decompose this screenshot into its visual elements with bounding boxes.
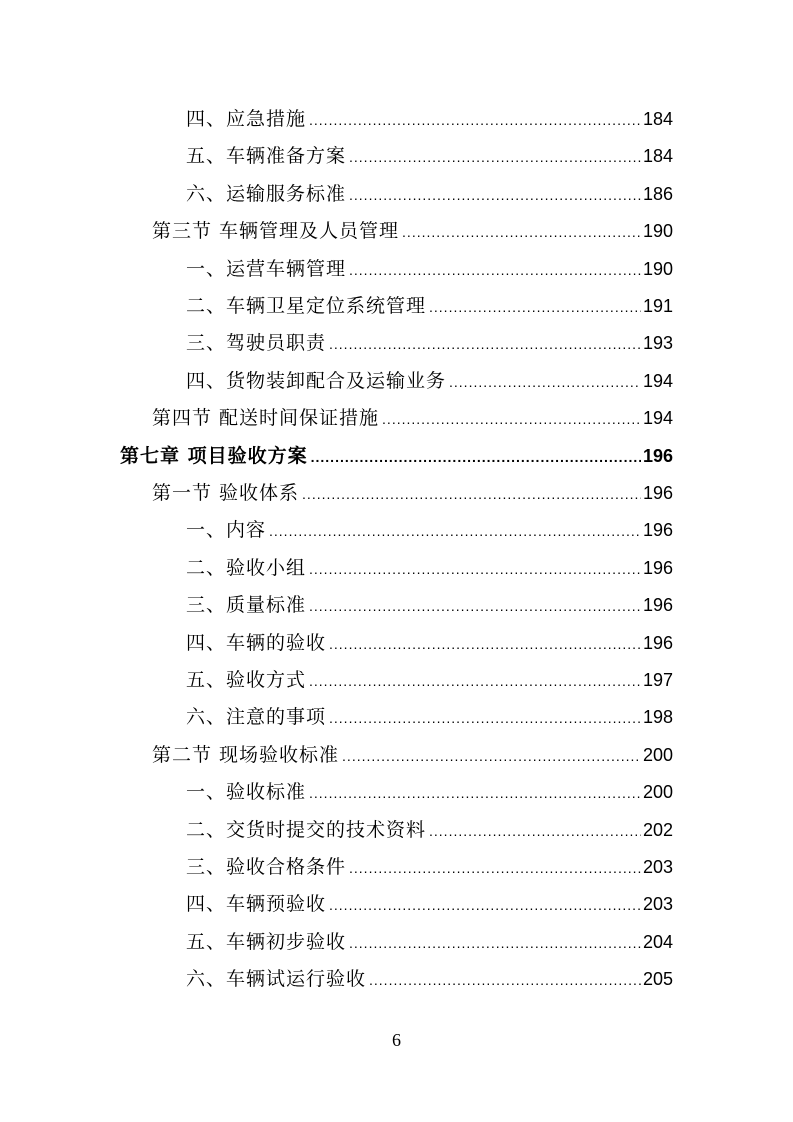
toc-subsection-entry[interactable] [186,101,673,138]
toc-entry-page: 184 [642,109,673,129]
toc-leader-dots [309,551,641,588]
toc-entry-page: 203 [642,894,673,915]
toc-entry-page: 196 [642,483,673,503]
toc-leader-dots [311,439,641,476]
toc-entry-title: 五、车辆准备方案 [186,145,347,168]
toc-subsection-entry[interactable] [186,961,673,998]
toc-leader-dots [302,476,641,513]
toc-entry-page: 200 [642,744,673,765]
toc-entry-title: 三、质量标准 [186,594,307,617]
toc-entry-page: 194 [642,370,673,391]
toc-subsection-entry[interactable] [186,886,673,923]
toc-entry-title: 第一节 验收体系 [152,482,300,504]
toc-leader-dots [329,326,641,363]
toc-leader-dots [342,738,641,775]
toc-subsection-entry[interactable] [186,924,673,961]
toc-subsection-entry[interactable] [186,550,673,587]
toc-leader-dots [369,962,641,999]
toc-entry-page: 197 [642,670,673,690]
toc-leader-dots [349,177,641,214]
toc-entry-title: 四、车辆预验收 [186,893,327,916]
toc-section-entry[interactable] [152,400,673,437]
toc-section-entry[interactable] [152,737,673,774]
toc-subsection-entry[interactable] [186,774,673,811]
toc-leader-dots [309,588,641,625]
toc-entry-page: 202 [642,819,673,840]
toc-entry-title: 三、驾驶员职责 [186,332,327,355]
toc-entry-page: 196 [642,445,673,466]
toc-entry-page: 190 [642,258,673,279]
toc-entry-page: 205 [642,969,673,990]
toc-entry-title: 二、车辆卫星定位系统管理 [186,295,427,317]
page-number: 6 [392,1030,401,1050]
toc-entry-page: 196 [642,632,673,653]
toc-chapter-entry[interactable] [120,438,673,475]
toc-leader-dots [402,214,641,251]
toc-section-entry[interactable] [152,213,673,250]
toc-entry-title: 四、货物装卸配合及运输业务 [186,369,447,392]
toc-entry-title: 第四节 配送时间保证措施 [152,407,380,430]
toc-entry-page: 200 [642,782,673,803]
toc-entry-title: 二、交货时提交的技术资料 [186,818,427,841]
toc-section-entry[interactable] [152,475,673,512]
toc-leader-dots [349,139,641,176]
toc-entry-page: 196 [642,595,673,616]
toc-entry-page: 203 [642,857,673,877]
toc-subsection-entry[interactable] [186,699,673,736]
toc-subsection-entry[interactable] [186,288,673,325]
toc-entry-title: 三、验收合格条件 [186,856,347,878]
toc-subsection-entry[interactable] [186,325,673,362]
toc-subsection-entry[interactable] [186,587,673,624]
toc-leader-dots [429,813,641,850]
toc-leader-dots [449,364,641,401]
toc-subsection-entry[interactable] [186,662,673,699]
toc-entry-title: 六、注意的事项 [186,706,327,729]
toc-entry-title: 一、验收标准 [186,781,307,804]
toc-leader-dots [349,850,641,887]
toc-entry-title: 六、车辆试运行验收 [186,968,367,991]
toc-entry-page: 186 [642,183,673,204]
toc-entry-title: 一、运营车辆管理 [186,257,347,280]
toc-entry-title: 五、车辆初步验收 [186,930,347,953]
toc-leader-dots [269,513,641,550]
toc-leader-dots [349,252,641,289]
toc-entry-title: 第二节 现场验收标准 [152,743,340,766]
toc-entry-title: 第三节 车辆管理及人员管理 [152,220,400,243]
toc-subsection-entry[interactable] [186,138,673,175]
toc-leader-dots [382,401,641,438]
toc-leader-dots [309,775,641,812]
toc-subsection-entry[interactable] [186,625,673,662]
toc-leader-dots [329,887,641,924]
toc-entry-page: 194 [642,408,673,429]
toc-entry-page: 204 [642,931,673,952]
toc-leader-dots [329,626,641,663]
toc-entry-title: 一、内容 [186,519,267,542]
toc-entry-page: 193 [642,333,673,354]
toc-subsection-entry[interactable] [186,812,673,849]
toc-entry-page: 184 [642,146,673,167]
toc-subsection-entry[interactable] [186,849,673,886]
toc-entry-page: 190 [642,221,673,242]
toc-subsection-entry[interactable] [186,512,673,549]
toc-entry-page: 196 [642,557,673,578]
toc-subsection-entry[interactable] [186,251,673,288]
toc-entry-title: 四、车辆的验收 [186,631,327,654]
toc-entry-title: 六、运输服务标准 [186,182,347,205]
toc-leader-dots [309,663,641,700]
toc-leader-dots [309,102,641,139]
toc-subsection-entry[interactable] [186,176,673,213]
toc-entry-title: 二、验收小组 [186,556,307,579]
toc-subsection-entry[interactable] [186,363,673,400]
toc-entry-page: 196 [642,520,673,541]
toc-entry-title: 四、应急措施 [186,108,307,130]
toc-entry-title: 第七章 项目验收方案 [120,444,308,467]
toc-leader-dots [429,289,641,326]
toc-leader-dots [329,700,641,737]
toc-entry-title: 五、验收方式 [186,669,307,691]
toc-entry-page: 198 [642,707,673,728]
toc-entry-page: 191 [642,296,673,316]
toc-leader-dots [349,925,641,962]
